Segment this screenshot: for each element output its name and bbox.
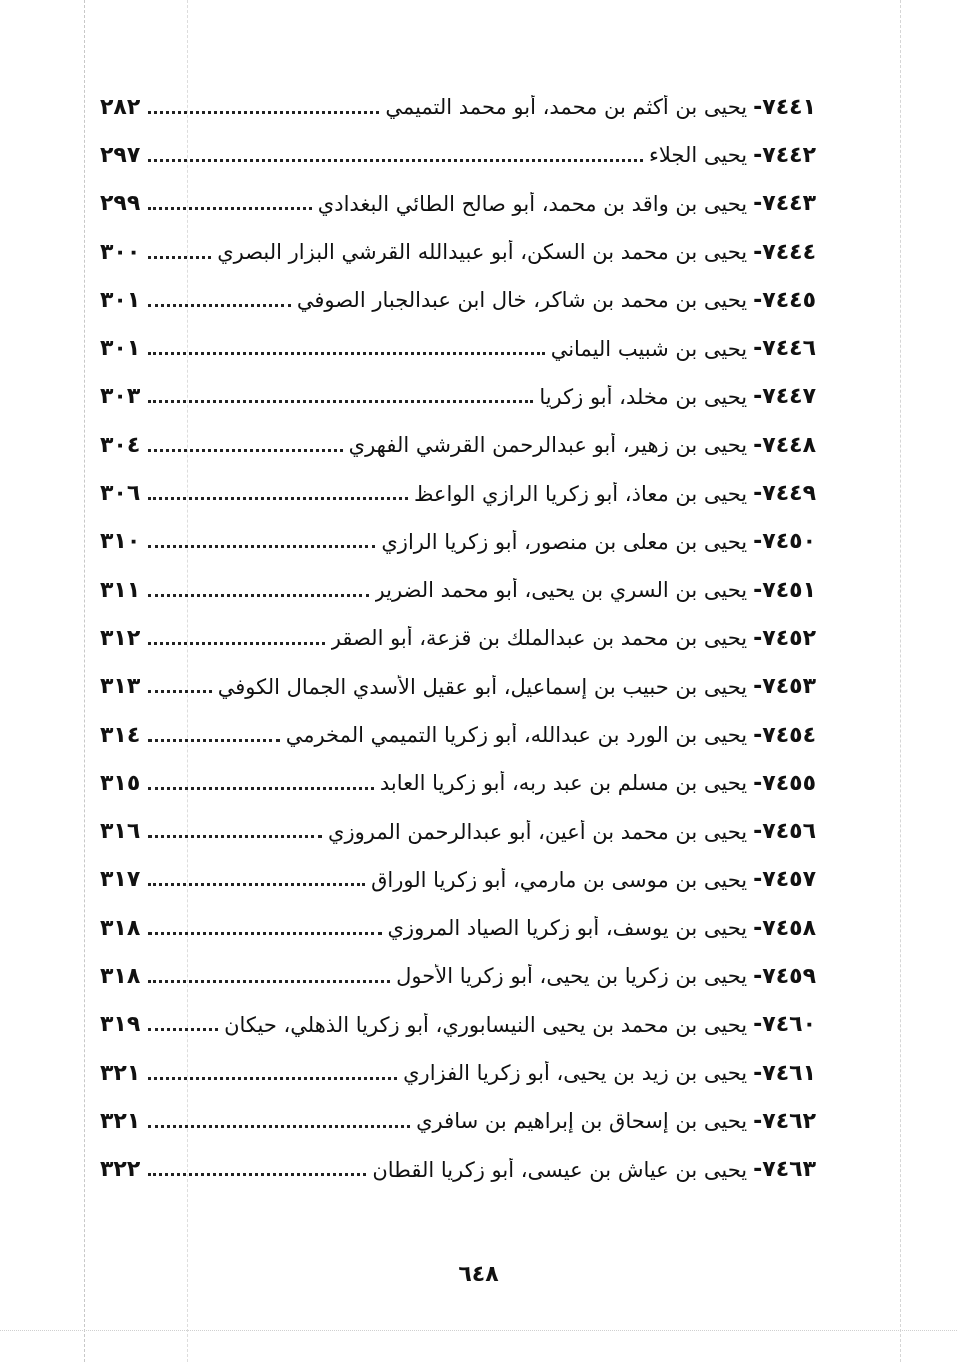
entry-title: يحيى بن محمد بن عبدالملك بن قزعة، أبو الصقر (330, 626, 748, 651)
entry-separator: - (753, 722, 763, 748)
entry-separator: - (753, 432, 763, 458)
entry-number: ٧٤٤٨ (762, 432, 816, 458)
toc-entry-7441[interactable] (100, 83, 816, 131)
entry-number: ٧٤٥٧ (762, 867, 816, 893)
entry-page: ٣١٩ (100, 1012, 141, 1038)
entry-page: ٣١١ (100, 577, 141, 603)
leader-dots (148, 690, 211, 693)
entry-separator: - (753, 191, 763, 217)
entry-page: ٣١٨ (100, 915, 141, 941)
scan-artifact-line (84, 0, 85, 1362)
entry-page: ٣١٥ (100, 770, 141, 796)
entry-page: ٣١٧ (100, 867, 141, 893)
entry-page: ٣٢١ (100, 1060, 141, 1086)
toc-entry-7457[interactable] (100, 856, 816, 904)
toc-entry-7460[interactable] (100, 1001, 816, 1049)
toc-entry-7442[interactable] (100, 131, 816, 179)
entry-page: ٣٠٠ (100, 239, 141, 265)
entry-number: ٧٤٤٦ (762, 336, 816, 362)
entry-separator: - (753, 1108, 763, 1134)
entry-separator: - (753, 384, 763, 410)
entry-page: ٣٠١ (100, 287, 141, 313)
leader-dots (148, 545, 375, 548)
entry-separator: - (753, 770, 763, 796)
entry-separator: - (753, 577, 763, 603)
entry-title: يحيى بن السري بن يحيى، أبو محمد الضرير (374, 578, 748, 603)
entry-title: يحيى بن محمد بن السكن، أبو عبيدالله القرشي البزار البصري (217, 240, 748, 265)
leader-dots (148, 980, 390, 983)
entry-page: ٣١٠ (100, 529, 141, 555)
entry-number: ٧٤٥٠ (762, 529, 816, 555)
entry-number: ٧٤٥٨ (762, 915, 816, 941)
entry-page: ٣٠١ (100, 336, 141, 362)
leader-dots (148, 159, 643, 162)
table-of-contents (100, 83, 816, 1194)
leader-dots (148, 932, 381, 935)
entry-title: يحيى بن زيد بن يحيى، أبو زكريا الفزاري (403, 1061, 748, 1086)
entry-separator: - (753, 142, 763, 168)
entry-separator: - (753, 963, 763, 989)
entry-title: يحيى بن معاذ، أبو زكريا الرازي الواعظ (414, 481, 748, 506)
toc-entry-7445[interactable] (100, 276, 816, 324)
leader-dots (148, 787, 374, 790)
entry-separator: - (753, 1060, 763, 1086)
entry-title: يحيى بن محمد بن شاكر، خال ابن عبدالجبار الصوفي (296, 288, 748, 313)
leader-dots (148, 497, 408, 500)
leader-dots (148, 1125, 410, 1128)
entry-title: يحيى بن موسى بن مارمي، أبو زكريا الوراق (371, 867, 748, 892)
page-number: ٦٤٨ (458, 1262, 499, 1287)
entry-title: يحيى بن مخلد، أبو زكريا (539, 384, 748, 409)
leader-dots (148, 1028, 218, 1031)
entry-number: ٧٤٥٩ (762, 963, 816, 989)
entry-number: ٧٤٦٠ (762, 1012, 816, 1038)
toc-entry-7444[interactable] (100, 228, 816, 276)
toc-entry-7446[interactable] (100, 324, 816, 372)
entry-number: ٧٤٤٣ (762, 191, 816, 217)
leader-dots (148, 449, 342, 452)
toc-entry-7461[interactable] (100, 1049, 816, 1097)
toc-entry-7452[interactable] (100, 614, 816, 662)
entry-number: ٧٤٦٣ (762, 1157, 816, 1183)
entry-separator: - (753, 867, 763, 893)
entry-page: ٣٢١ (100, 1108, 141, 1134)
entry-separator: - (753, 336, 763, 362)
toc-entry-7453[interactable] (100, 663, 816, 711)
entry-title: يحيى بن مسلم بن عبد ربه، أبو زكريا العابد (379, 771, 748, 796)
leader-dots (148, 352, 544, 355)
entry-title: يحيى بن محمد بن أعين، أبو عبدالرحمن المروزي (328, 819, 748, 844)
entry-number: ٧٤٥٥ (762, 770, 816, 796)
toc-entry-7463[interactable] (100, 1146, 816, 1194)
entry-title: يحيى بن زهير، أبو عبدالرحمن القرشي الفهري (348, 433, 748, 458)
scan-artifact-line (900, 0, 901, 1362)
leader-dots (148, 594, 368, 597)
entry-separator: - (753, 481, 763, 507)
entry-title: يحيى بن يوسف، أبو زكريا الصياد المروزي (387, 916, 748, 941)
leader-dots (148, 207, 311, 210)
entry-separator: - (753, 239, 763, 265)
entry-title: يحيى بن عياش بن عيسى، أبو زكريا القطان (372, 1157, 748, 1182)
entry-number: ٧٤٤٢ (762, 142, 816, 168)
entry-number: ٧٤٥٣ (762, 674, 816, 700)
entry-page: ٢٩٩ (100, 191, 141, 217)
entry-number: ٧٤٥٢ (762, 625, 816, 651)
leader-dots (148, 739, 279, 742)
entry-separator: - (753, 1157, 763, 1183)
entry-number: ٧٤٥٦ (762, 819, 816, 845)
entry-number: ٧٤٥٤ (762, 722, 816, 748)
entry-number: ٧٤٤١ (762, 94, 816, 120)
toc-entry-7449[interactable] (100, 469, 816, 517)
leader-dots (148, 400, 533, 403)
entry-number: ٧٤٤٧ (762, 384, 816, 410)
entry-separator: - (753, 94, 763, 120)
entry-page: ٣١٣ (100, 674, 141, 700)
entry-title: يحيى بن حبيب بن إسماعيل، أبو عقيل الأسدي الجمال الكوفي (217, 674, 748, 699)
entry-number: ٧٤٤٤ (762, 239, 816, 265)
toc-entry-7454[interactable] (100, 711, 816, 759)
entry-separator: - (753, 625, 763, 651)
toc-entry-7450[interactable] (100, 518, 816, 566)
entry-page: ٣١٨ (100, 963, 141, 989)
entry-separator: - (753, 529, 763, 555)
entry-number: ٧٤٤٩ (762, 481, 816, 507)
leader-dots (148, 642, 324, 645)
entry-number: ٧٤٥١ (762, 577, 816, 603)
entry-page: ٣٠٦ (100, 481, 141, 507)
toc-entry-7451[interactable] (100, 566, 816, 614)
entry-number: ٧٤٦١ (762, 1060, 816, 1086)
entry-title: يحيى بن الورد بن عبدالله، أبو زكريا التميمي المخرمي (285, 723, 748, 747)
toc-entry-7447[interactable] (100, 373, 816, 421)
leader-dots (148, 1077, 397, 1080)
entry-title: يحيى بن زكريا بن يحيى، أبو زكريا الأحول (396, 964, 748, 989)
entry-title: يحيى الجلاء (649, 143, 748, 168)
leader-dots (148, 883, 365, 886)
entry-page: ٣٠٣ (100, 384, 141, 410)
entry-number: ٧٤٤٥ (762, 287, 816, 313)
leader-dots (148, 111, 379, 114)
entry-page: ٣١٢ (100, 625, 141, 651)
entry-separator: - (753, 287, 763, 313)
toc-entry-7455[interactable] (100, 759, 816, 807)
leader-dots (148, 835, 322, 838)
entry-separator: - (753, 915, 763, 941)
entry-page: ٢٩٧ (100, 142, 141, 168)
entry-title: يحيى بن محمد بن يحيى النيسابوري، أبو زكريا الذهلي، حيكان (224, 1012, 748, 1037)
entry-separator: - (753, 674, 763, 700)
entry-separator: - (753, 819, 763, 845)
leader-dots (148, 256, 211, 259)
entry-page: ٣١٦ (100, 819, 141, 845)
leader-dots (148, 304, 291, 307)
leader-dots (148, 1173, 366, 1176)
entry-number: ٧٤٦٢ (762, 1108, 816, 1134)
toc-entry-7459[interactable] (100, 952, 816, 1000)
entry-page: ٣٠٤ (100, 432, 141, 458)
entry-page: ٣٢٢ (100, 1157, 141, 1183)
toc-entry-7443[interactable] (100, 180, 816, 228)
toc-entry-7462[interactable] (100, 1097, 816, 1145)
scan-artifact-dots (0, 1330, 957, 1331)
toc-entry-7456[interactable] (100, 807, 816, 855)
entry-page: ٢٨٢ (100, 94, 141, 120)
entry-title: يحيى بن شبيب اليماني (550, 336, 748, 361)
entry-title: يحيى بن واقد بن محمد، أبو صالح الطائي البغدادي (317, 191, 748, 216)
entry-title: يحيى بن أكثم بن محمد، أبو محمد التميمي (385, 95, 748, 120)
entry-title: يحيى بن إسحاق بن إبراهيم بن سافري (416, 1109, 748, 1134)
entry-title: يحيى بن معلى بن منصور، أبو زكريا الرازي (381, 529, 748, 554)
toc-entry-7448[interactable] (100, 421, 816, 469)
toc-entry-7458[interactable] (100, 904, 816, 952)
entry-page: ٣١٤ (100, 722, 141, 748)
entry-separator: - (753, 1012, 763, 1038)
